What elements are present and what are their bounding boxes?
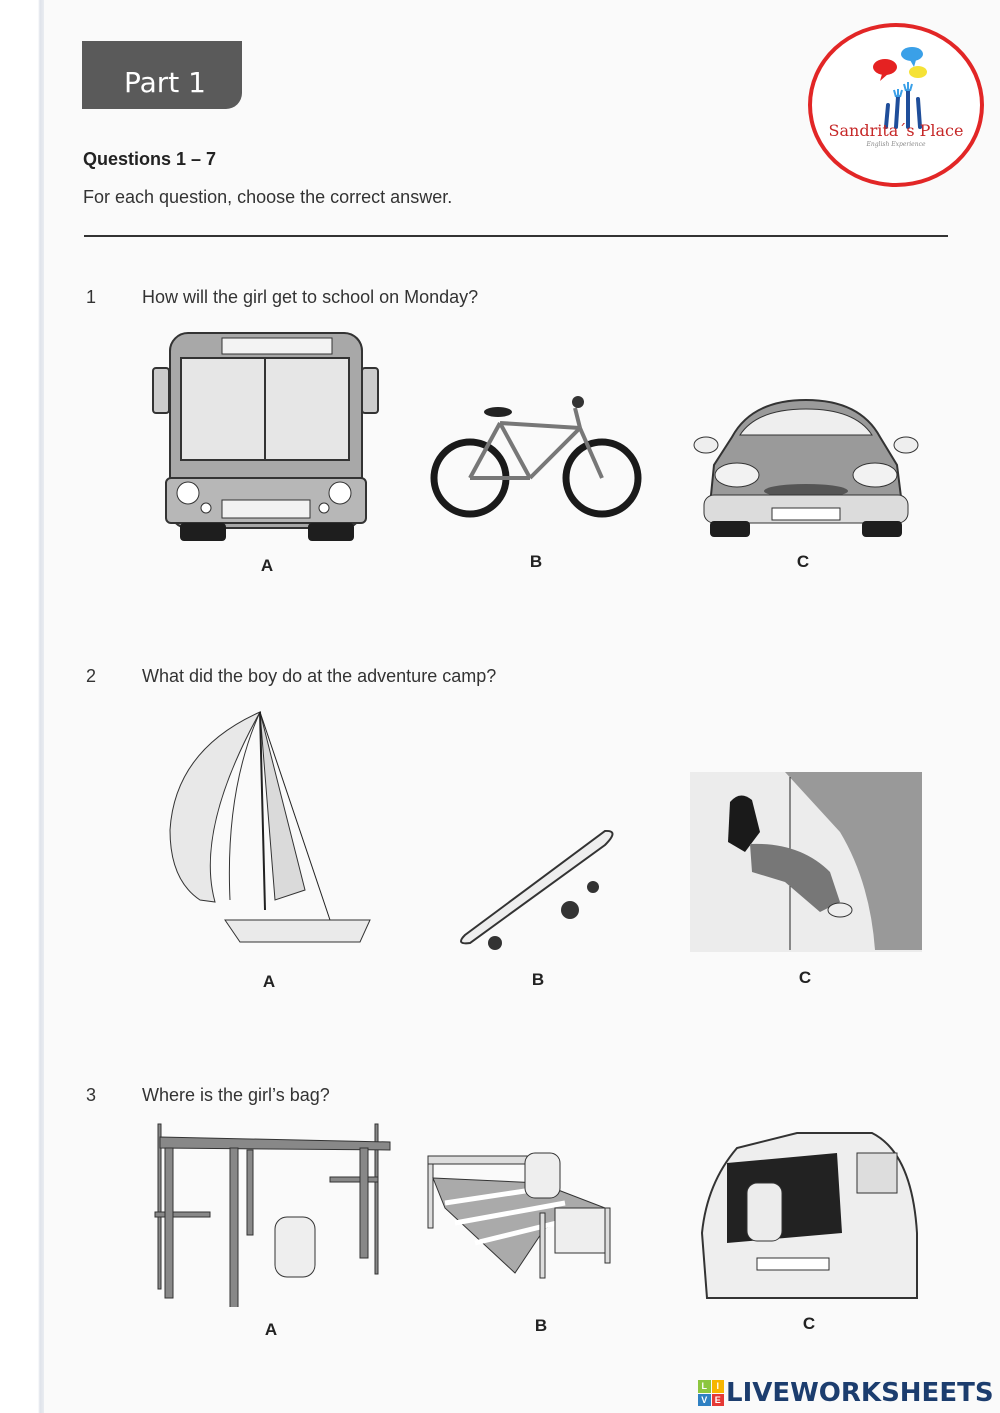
option-label[interactable]: A — [260, 556, 274, 575]
option-label[interactable]: A — [262, 972, 276, 991]
question-1 — [86, 287, 478, 308]
bag-on-bed-icon[interactable] — [425, 1148, 615, 1283]
bicycle-icon[interactable] — [430, 388, 645, 528]
option-label[interactable]: A — [264, 1320, 278, 1339]
question-text: Where is the girl’s bag? — [142, 1085, 330, 1105]
option-label[interactable]: C — [802, 1314, 816, 1333]
question-number: 2 — [86, 666, 97, 686]
instruction-text: For each question, choose the correct answer. — [83, 187, 453, 207]
option-label[interactable]: C — [798, 968, 812, 987]
live-icon-letter: I — [712, 1380, 725, 1393]
brand-name: LIVEWORKSHEETS — [726, 1378, 994, 1408]
live-icon-letter: L — [698, 1380, 711, 1393]
live-icon-letter: E — [712, 1394, 725, 1407]
skateboard-icon[interactable] — [455, 825, 620, 955]
bus-front-icon[interactable] — [150, 328, 385, 543]
bag-in-car-boot-icon[interactable] — [697, 1123, 919, 1308]
option-label[interactable]: C — [796, 552, 810, 571]
rock-climbing-icon[interactable] — [690, 772, 922, 952]
speech-bubbles-hands-icon — [812, 27, 980, 183]
sandritas-place-logo — [808, 23, 984, 187]
question-3 — [86, 1085, 330, 1106]
header-divider — [84, 235, 948, 237]
page-edge-shadow — [0, 0, 44, 1413]
bag-under-table-icon[interactable] — [150, 1122, 395, 1307]
option-label[interactable]: B — [534, 1316, 548, 1335]
questions-range-heading: Questions 1 – 7 — [83, 149, 217, 169]
option-label[interactable]: B — [531, 970, 545, 989]
question-number: 3 — [86, 1085, 97, 1105]
sailboat-icon[interactable] — [155, 710, 380, 950]
car-front-icon[interactable] — [692, 395, 920, 540]
logo-title: Sandrita´s Place — [828, 121, 964, 140]
question-2 — [86, 666, 496, 687]
part-tab: Part 1 — [82, 41, 242, 109]
liveworksheets-brand — [698, 1378, 994, 1408]
question-number: 1 — [86, 287, 97, 307]
live-icon — [698, 1380, 724, 1406]
question-text: How will the girl get to school on Monday? — [142, 287, 479, 307]
live-icon-letter: V — [698, 1394, 711, 1407]
logo-subtitle: English Experience — [866, 141, 926, 148]
option-label[interactable]: B — [529, 552, 543, 571]
question-text: What did the boy do at the adventure camp? — [142, 666, 497, 686]
